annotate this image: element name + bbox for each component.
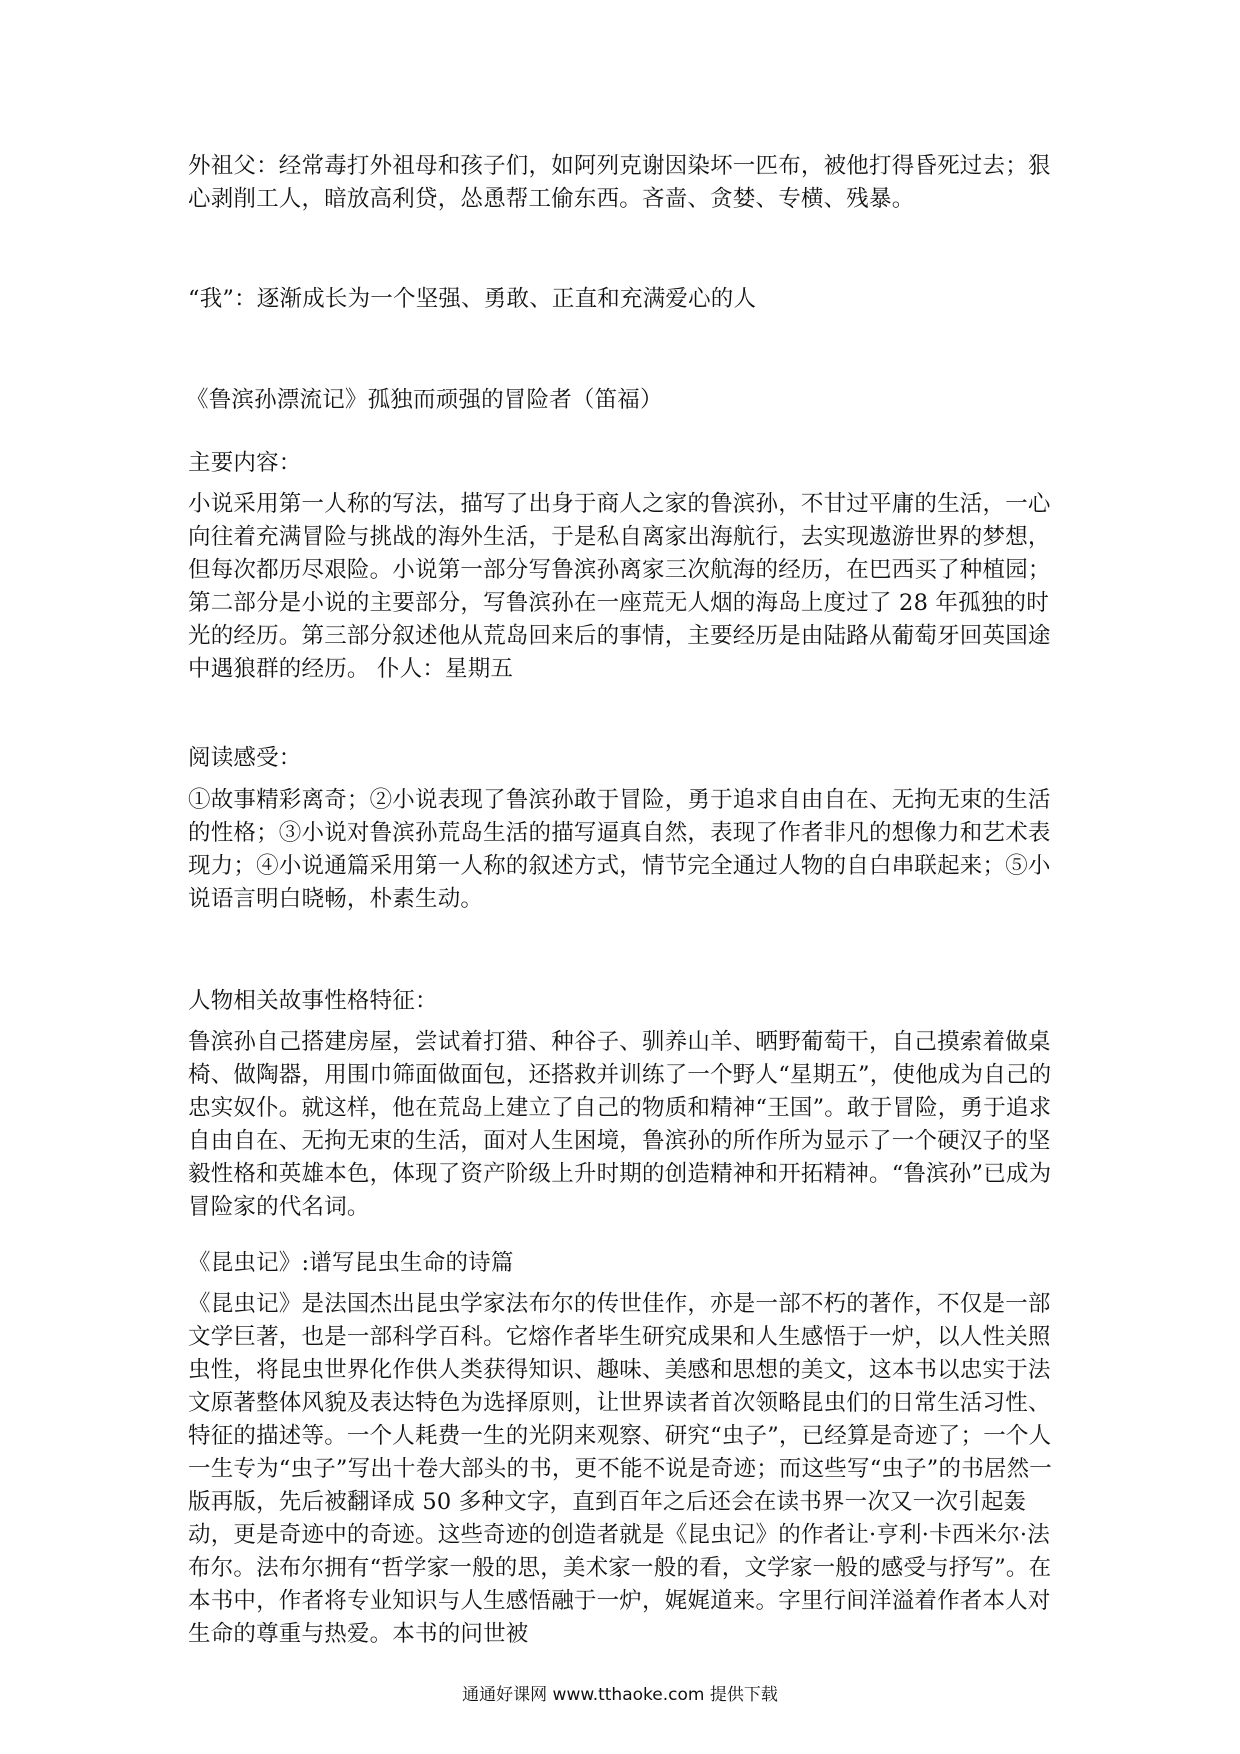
paragraph-me: “我”：逐渐成长为一个坚强、勇敢、正直和充满爱心的人: [188, 286, 757, 312]
heading-reading-feelings: 阅读感受：: [188, 745, 302, 771]
heading-main-content: 主要内容：: [188, 450, 302, 476]
page-footer: 通通好课网 www.tthaoke.com 提供下载: [462, 1685, 778, 1705]
heading-insect-book: 《昆虫记》:谱写昆虫生命的诗篇: [188, 1250, 514, 1276]
paragraph-character-traits: 鲁滨孙自己搭建房屋，尝试着打猎、种谷子、驯养山羊、晒野葡萄干，自己摸索着做桌椅、做陶器，用围巾筛面做面包，还搭救并训练了一个野人“星期五”，使他成为自己的忠实奴仆。就这样，他在荒岛上建立了自己的物质和精神“王国”。敢于冒险，勇于追求自由自在、无拘无束的生活，面对人生困境，鲁滨孙的所作所为显示了一个硬汉子的坚毅性格和英雄本色，体现了资产阶级上升时期的创造精神和开拓精神。“鲁滨孙”已成为冒险家的代名词。: [188, 1029, 1052, 1220]
paragraph-grandfather: 外祖父：经常毒打外祖母和孩子们，如阿列克谢因染坏一匹布，被他打得昏死过去；狠心剥削工人，暗放高利贷，怂恿帮工偷东西。吝啬、贪婪、专横、残暴。: [188, 153, 1051, 212]
paragraph-reading-feelings: ①故事精彩离奇；②小说表现了鲁滨孙敢于冒险，勇于追求自由自在、无拘无束的生活的性格；③小说对鲁滨孙荒岛生活的描写逼真自然，表现了作者非凡的想像力和艺术表现力；④小说通篇采用第一人称的叙述方式，情节完全通过人物的自白串联起来；⑤小说语言明白晓畅，朴素生动。: [188, 787, 1051, 912]
heading-robinson-crusoe: 《鲁滨孙漂流记》孤独而顽强的冒险者（笛福）: [186, 387, 663, 413]
paragraph-insect-book: 《昆虫记》是法国杰出昆虫学家法布尔的传世佳作，亦是一部不朽的著作，不仅是一部文学巨著，也是一部科学百科。它熔作者毕生研究成果和人生感悟于一炉，以人性关照虫性，将昆虫世界化作供人类获得知识、趣味、美感和思想的美文，这本书以忠实于法文原著整体风貌及表达特色为选择原则，让世界读者首次领略昆虫们的日常生活习性、特征的描述等。一个人耗费一生的光阴来观察、研究“虫子”，已经算是奇迹了；一个人一生专为“虫子”写出十卷大部头的书，更不能不说是奇迹；而这些写“虫子”的书居然一版再版，先后被翻译成 50 多种文字，直到百年之后还会在读书界一次又一次引起轰动，更是奇迹中的奇迹。这些奇迹的创造者就是《昆虫记》的作者让·亨利·卡西米尔·法布尔。法布尔拥有“哲学家一般的思，美术家一般的看，文学家一般的感受与抒写”。在本书中，作者将专业知识与人生感悟融于一炉，娓娓道来。字里行间洋溢着作者本人对生命的尊重与热爱。本书的问世被: [188, 1291, 1053, 1647]
paragraph-robinson-summary: 小说采用第一人称的写法，描写了出身于商人之家的鲁滨孙，不甘过平庸的生活，一心向往着充满冒险与挑战的海外生活，于是私自离家出海航行，去实现遨游世界的梦想，但每次都历尽艰险。小说第一部分写鲁滨孙离家三次航海的经历，在巴西买了种植园；第二部分是小说的主要部分，写鲁滨孙在一座荒无人烟的海岛上度过了 28 年孤独的时光的经历。第三部分叙述他从荒岛回来后的事情，主要经历是由陆路从葡萄牙回英国途中遇狼群的经历。 仆人：星期五: [188, 491, 1051, 682]
heading-character-traits: 人物相关故事性格特征：: [188, 988, 438, 1014]
